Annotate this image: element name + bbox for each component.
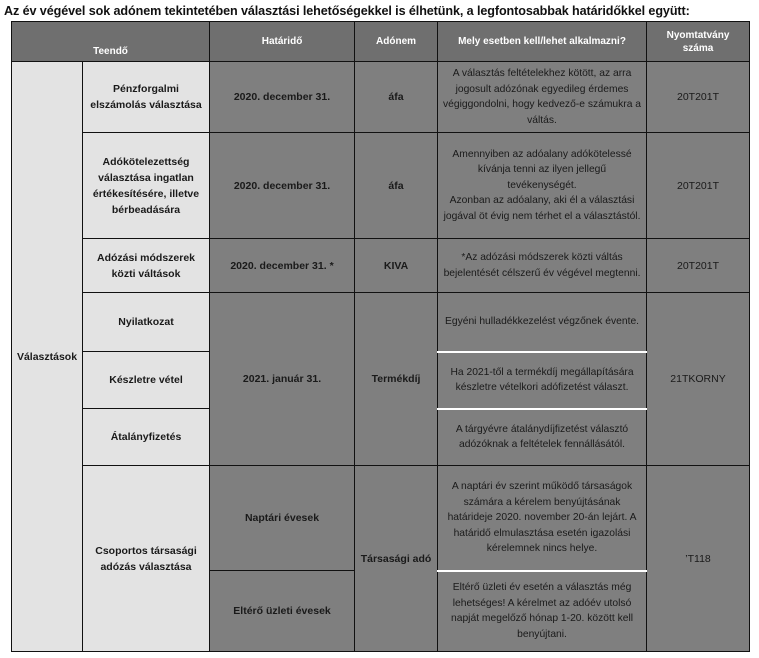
teendo-atalany: Átalányfizetés [83, 409, 210, 466]
header-teendo: Teendő [12, 22, 210, 62]
adonem-penzforgalmi: áfa [355, 62, 438, 133]
header-hatarido: Határidő [210, 22, 355, 62]
table-row [12, 133, 750, 239]
header-adonem: Adónem [355, 22, 438, 62]
table-row [12, 293, 750, 352]
teendo-csoportos: Csoportos társasági adózás választása [83, 466, 210, 652]
nyomtatvany-termekdij: 21TKORNY [647, 293, 750, 466]
teendo-nyilatkozat: Nyilatkozat [83, 293, 210, 352]
mely-eltero: Eltérő üzleti év esetén a választás még lehetséges! A kérelmet az adóév utolsó napját megelőző hónap 1-20. között kell benyújtani. [438, 571, 647, 652]
deadlines-table [11, 21, 750, 652]
table-row [12, 466, 750, 571]
nyomtatvany-csoportos: ’T118 [647, 466, 750, 652]
mely-modszerek: *Az adózási módszerek közti váltás bejelentését célszerű év végével megtenni. [438, 239, 647, 293]
mely-ingatlan-part-1: Amennyiben az adóalany adókötelessé kívánja tenni az ilyen jellegű tevékenységét. [452, 148, 632, 191]
header-nyomtatvany: Nyomtatvány száma [647, 22, 750, 62]
mely-atalany: A tárgyévre átalánydíjfizetést választó adózóknak a feltételek fennállásától. [438, 409, 647, 466]
page-title: Az év végével sok adónem tekintetében választási lehetőségekkel is élhetünk, a legfontosabbak határidőkkel együtt: [4, 4, 690, 18]
table-row [12, 62, 750, 133]
hatarido-ingatlan: 2020. december 31. [210, 133, 355, 239]
teendo-penzforgalmi: Pénzforgalmi elszámolás választása [83, 62, 210, 133]
mely-ingatlan-part-2: Azonban az adóalany, aki él a választási jogával öt évig nem térhet el a választástól. [443, 195, 641, 222]
eltero-uzleti-evesek: Eltérő üzleti évesek [210, 571, 355, 652]
teendo-modszerek: Adózási módszerek közti váltások [83, 239, 210, 293]
header-row [12, 22, 750, 62]
nyomtatvany-ingatlan: 20T201T [647, 133, 750, 239]
teendo-keszlet: Készletre vétel [83, 352, 210, 409]
mely-penzforgalmi: A választás feltételekhez kötött, az arra jogosult adózónak egyedileg érdemes végiggondolni, hogy kedvező-e számukra a váltás. [438, 62, 647, 133]
mely-naptari: A naptári év szerint működő társaságok számára a kérelem benyújtásának határideje 2020. november 20-án lejárt. A határidő elmulasztása esetén igazolási kérelemnek nincs helye. [438, 466, 647, 571]
group-label-valasztasok: Választások [12, 62, 83, 652]
adonem-modszerek: KIVA [355, 239, 438, 293]
adonem-ingatlan: áfa [355, 133, 438, 239]
mely-nyilatkozat: Egyéni hulladékkezelést végzőnek évente. [438, 293, 647, 352]
mely-ingatlan [438, 133, 647, 239]
header-mely: Mely esetben kell/lehet alkalmazni? [438, 22, 647, 62]
adonem-termekdij: Termékdíj [355, 293, 438, 466]
table-row [12, 239, 750, 293]
hatarido-modszerek: 2020. december 31. * [210, 239, 355, 293]
nyomtatvany-modszerek: 20T201T [647, 239, 750, 293]
naptari-evesek: Naptári évesek [210, 466, 355, 571]
adonem-tarsasagi: Társasági adó [355, 466, 438, 652]
hatarido-penzforgalmi: 2020. december 31. [210, 62, 355, 133]
hatarido-termekdij: 2021. január 31. [210, 293, 355, 466]
teendo-ingatlan: Adókötelezettség választása ingatlan értékesítésére, illetve bérbeadására [83, 133, 210, 239]
mely-keszlet: Ha 2021-től a termékdíj megállapítására készletre vételkori adófizetést választ. [438, 352, 647, 409]
nyomtatvany-penzforgalmi: 20T201T [647, 62, 750, 133]
